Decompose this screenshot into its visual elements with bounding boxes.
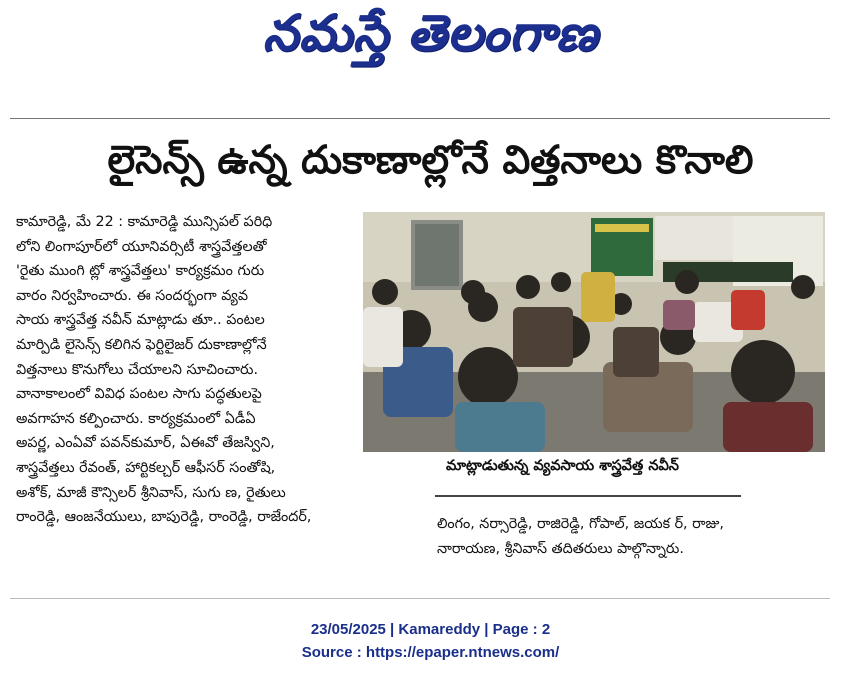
body-line: మార్పిడి లైసెన్స్ కలిగిన ఫెర్టిలైజర్ దుకాణాల్లోనే [16, 336, 267, 353]
body-line: నారాయణ, శ్రీనివాస్ తదితరులు పాల్గొన్నారు. [437, 540, 684, 557]
body-line: శాస్త్రవేత్తలు రేవంత్, హార్టికల్చర్ ఆఫీసర్ సంతోషి, [16, 459, 276, 476]
body-line: రాంరెడ్డి, ఆంజనేయులు, బాపురెడ్డి, రాంరెడ్డి, రాజేందర్, [16, 509, 312, 526]
body-line: కామారెడ్డి, మే 22 : కామారెడ్డి మున్సిపల్ పరిధి [16, 214, 273, 230]
body-line: లింగం, నర్సారెడ్డి, రాజిరెడ్డి, గోపాల్, జయక ర్, రాజు, [437, 516, 724, 532]
body-line: అపర్ణ, ఎంఏవో పవన్‌కుమార్, ఏఈవో తేజస్విని, [16, 435, 275, 452]
edition-info: 23/05/2025 | Kamareddy | Page : 2 [310, 621, 551, 638]
caption-rule [435, 495, 741, 497]
body-line: విత్తనాలు కొనుగోలు చేయాలని సూచించారు. [16, 361, 259, 378]
article-body-left [16, 210, 358, 530]
newspaper-logo: నమస్తే తెలంగాణ [262, 4, 599, 62]
body-line: 'రైతు ముంగి ట్లో శాస్త్రవేత్తలు' కార్యక్రమం గురు [16, 263, 265, 280]
body-line: వారం నిర్వహించారు. ఈ సందర్భంగా వ్యవ [16, 287, 248, 304]
body-line: లోని లింగాపూర్‌లో యూనివర్సిటీ శాస్త్రవేత్తలతో [16, 238, 267, 255]
body-line: అశోక్, మాజీ కౌన్సిలర్ శ్రీనివాస్, సుగు ణ, రైతులు [16, 484, 286, 501]
meeting-photo-illustration [363, 212, 825, 452]
photo-caption: మాట్లాడుతున్న వ్యవసాయ శాస్త్రవేత్త నవీన్ [446, 458, 679, 474]
body-line: వానాకాలంలో వివిధ పంటల సాగు పద్ధతులపై [16, 386, 262, 403]
article-photo [363, 212, 825, 452]
masthead [0, 0, 861, 92]
page-footer [0, 618, 861, 664]
article-headline: లైసెన్స్ ఉన్న దుకాణాల్లోనే విత్తనాలు కొనాలి [107, 138, 754, 183]
body-line: అవగాహన కల్పించారు. కార్యక్రమంలో ఏడీఏ [16, 410, 256, 427]
source-link: Source : https://epaper.ntnews.com/ [301, 644, 560, 661]
bottom-divider [10, 598, 830, 599]
body-line: సాయ శాస్త్రవేత్త నవీన్ మాట్లాడు తూ.. పంటల [16, 312, 265, 329]
top-divider [10, 118, 830, 119]
article-body-right [437, 512, 827, 561]
